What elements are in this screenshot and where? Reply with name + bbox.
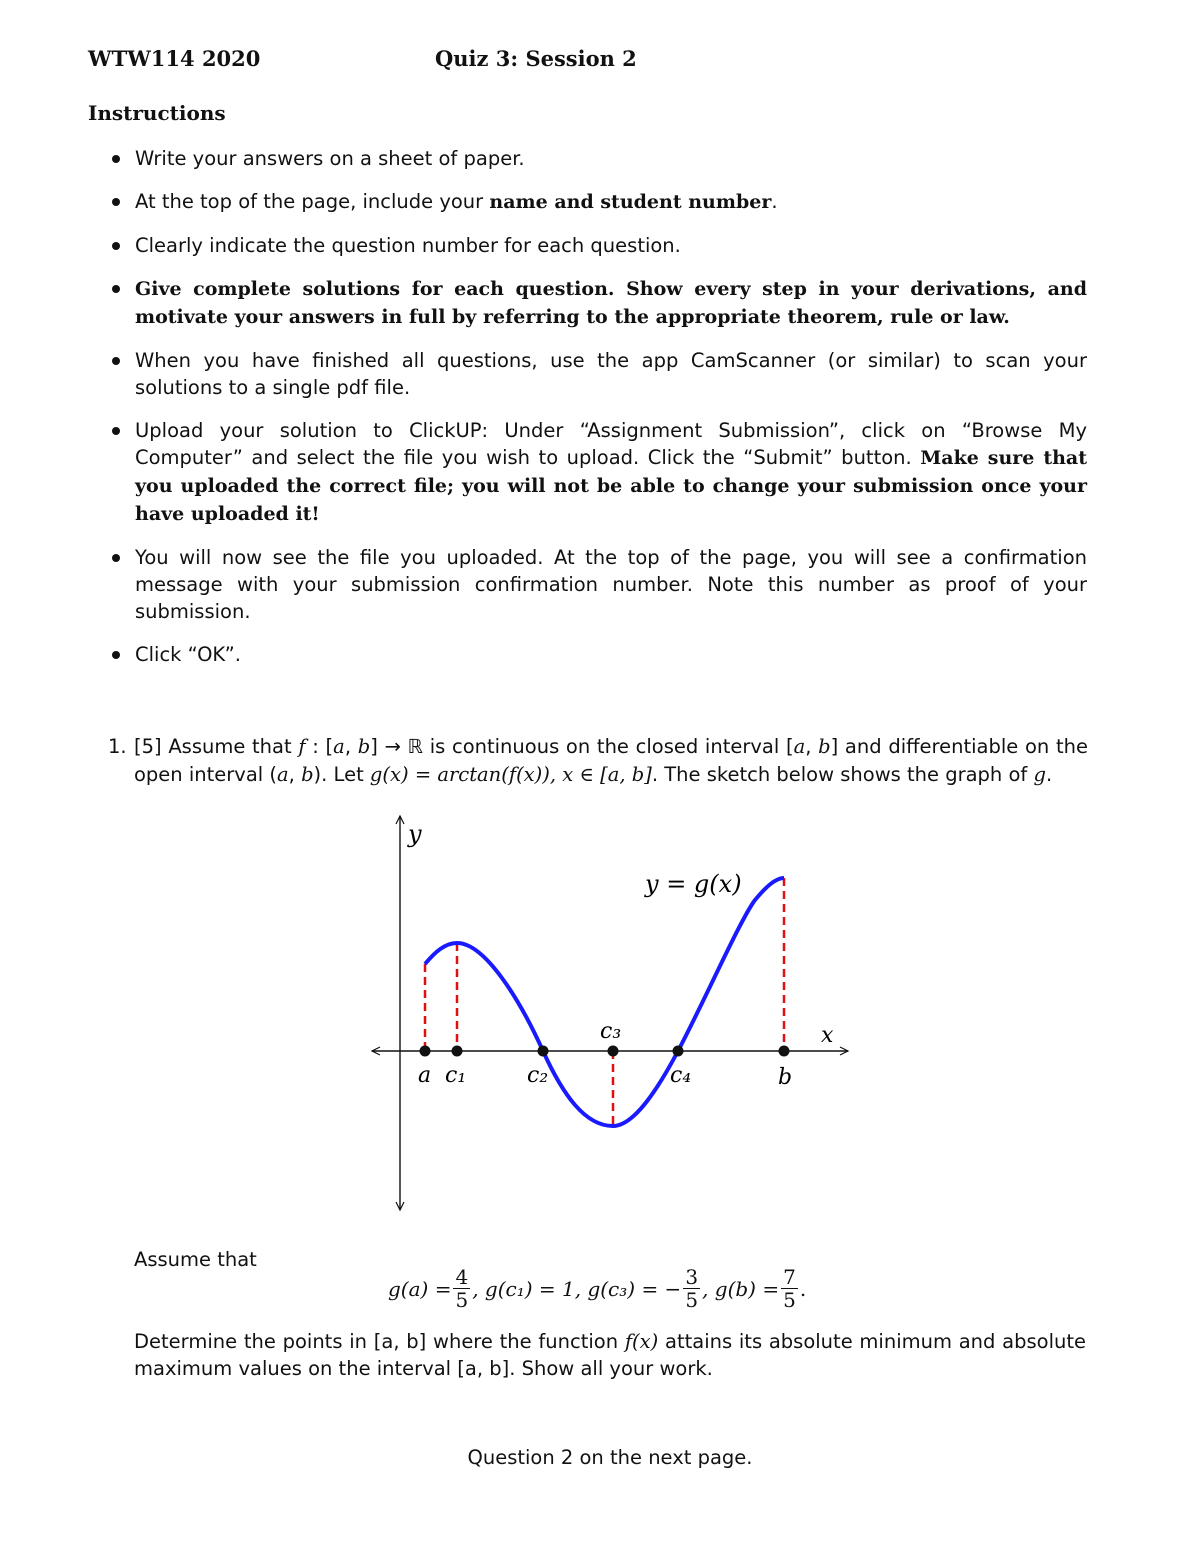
bullet-icon [112,242,120,250]
bullet-icon [112,651,120,659]
point-b [779,1046,790,1057]
bullet-icon [112,427,120,435]
g-definition: g(x) = arctan(f(x)), x ∈ [a, b] [369,763,652,786]
fraction: $\frac{4}{5}$ [455,1265,469,1312]
g-curve [425,878,784,1126]
instruction-item: Write your answers on a sheet of paper. [112,145,1087,172]
question-1-text: [5] Assume that f : [a, b] → ℝ is continuous on the closed interval [a, b] and differentiable on the open interval (a, b). Let g(x) = arctan(f(x)), x ∈ [a, b]. The sketch below shows the graph of g. [134,735,1089,786]
point-a [420,1046,431,1057]
instruction-item: Clearly indicate the question number for each question. [112,232,1087,259]
bullet-icon [112,285,120,293]
label-b: b [778,1065,793,1090]
label-c4: c₄ [670,1063,692,1088]
instruction-item: Click “OK”. [112,641,1087,668]
given-values-equation: g(a) = $\frac{4}{5}$ , g(c₁) = 1, g(c₃) = − $\frac{3}{5}$ , g(b) = $\frac{7}{5}$ . [388,1265,807,1312]
question-number: 1. [108,735,127,758]
label-c2: c₂ [527,1063,549,1088]
determine-text: Determine the points in [a, b] where the function f(x) attains its absolute minimum and absolute maximum values on the interval [a, b]. Show all your work. [134,1330,1086,1380]
instructions-list [112,145,1087,684]
x-axis-label: x [821,1023,834,1048]
instruction-item: You will now see the file you uploaded. At the top of the page, you will see a confirmation message with your submission confirmation number. Note this number as proof of your submission. [112,544,1087,625]
footer-note: Question 2 on the next page. [467,1446,753,1469]
point-c3 [608,1046,619,1057]
point-c4 [673,1046,684,1057]
quiz-title: Quiz 3: Session 2 [435,46,637,71]
instruction-item: Upload your solution to ClickUP: Under “Assignment Submission”, click on “Browse My Computer” and select the file you wish to upload. Click the “Submit” button. Make sure that you uploaded the correct file; you will not be able to change your submission once your have uploaded it! [112,417,1087,528]
curve-label: y = g(x) [645,870,742,898]
instruction-item: Give complete solutions for each question. Show every step in your derivations, and motivate your answers in full by referring to the appropriate theorem, rule or law. [112,275,1087,331]
label-c1: c₁ [445,1063,467,1088]
graph-of-g [360,810,860,1220]
question-1 [108,733,1088,789]
bullet-icon [112,155,120,163]
fraction: $\frac{7}{5}$ [783,1265,796,1312]
bullet-icon [112,198,120,206]
fraction: $\frac{3}{5}$ [685,1265,699,1312]
bullet-icon [112,357,120,365]
course-code: WTW114 2020 [88,46,261,71]
label-a: a [418,1063,432,1088]
bullet-icon [112,554,120,562]
label-c3: c₃ [600,1019,622,1044]
instruction-item: When you have finished all questions, use the app CamScanner (or similar) to scan your solutions to a single pdf file. [112,347,1087,401]
assume-text: Assume that [134,1248,257,1271]
point-c2 [538,1046,549,1057]
instruction-item: At the top of the page, include your name and student number. [112,188,1087,216]
y-axis-label: y [408,820,422,848]
instructions-heading: Instructions [88,101,226,125]
point-c1 [452,1046,463,1057]
